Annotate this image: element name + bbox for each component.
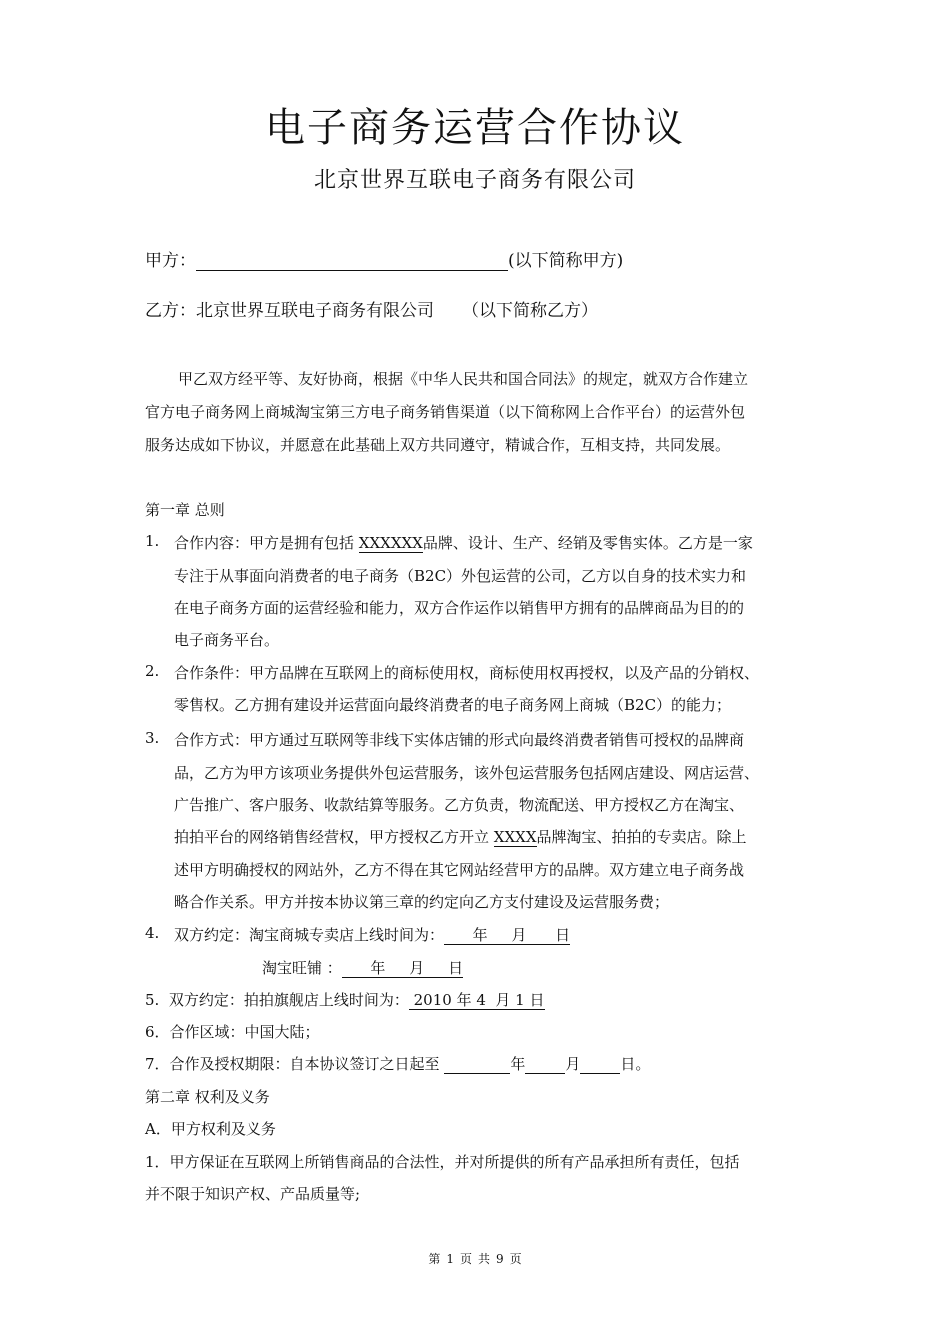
item-3-line-4 bbox=[174, 826, 747, 847]
current-page-number: 1 bbox=[446, 1252, 454, 1266]
brand-placeholder: XXXXXX bbox=[358, 534, 423, 552]
item-3-line-3: 广告推广、客户服务、收款结算等服务。乙方负责，物流配送、甲方授权乙方在淘宝、 bbox=[174, 796, 745, 814]
item-2-line-2: 零售权。乙方拥有建设并运营面向最终消费者的电子商务网上商城（B2C）的能力； bbox=[174, 696, 732, 714]
taobao-shop-label: 淘宝旺铺 ： bbox=[262, 959, 342, 977]
total-page-number: 9 bbox=[496, 1252, 504, 1266]
party-a-suffix: (以下简称甲方) bbox=[508, 251, 624, 271]
item-a1-line-1: 1．甲方保证在互联网上所销售商品的合法性，并对所提供的所有产品承担所有责任，包括 bbox=[145, 1153, 740, 1171]
term-day-blank bbox=[580, 1057, 620, 1074]
section-a-heading: A．甲方权利及义务 bbox=[145, 1120, 276, 1138]
item-1-line-3: 在电子商务方面的运营经验和能力，双方合作运作以销售甲方拥有的品牌商品为目的的 bbox=[174, 599, 745, 617]
party-a-label: 甲方： bbox=[145, 251, 196, 271]
item-2-line-1: 合作条件：甲方品牌在互联网上的商标使用权，商标使用权再授权，以及产品的分销权、 bbox=[174, 664, 760, 682]
tmall-launch-date: 年 月 日 bbox=[444, 926, 571, 944]
footer-total-label: 页 bbox=[509, 1252, 522, 1266]
footer-total-prefix: 共 bbox=[478, 1252, 491, 1266]
item-6-line: 6．合作区域：中国大陆； bbox=[145, 1023, 320, 1041]
term-month-unit: 月 bbox=[565, 1055, 581, 1073]
footer-page-label: 页 bbox=[459, 1252, 472, 1266]
item-a1-line-2: 并不限于知识产权、产品质量等; bbox=[145, 1185, 361, 1203]
item-3-text-post: 品牌淘宝、拍拍的专卖店。除上 bbox=[536, 828, 747, 846]
item-3-text-pre: 拍拍平台的网络销售经营权，甲方授权乙方开立 bbox=[174, 828, 494, 846]
item-1-text-pre: 合作内容：甲方是拥有包括 bbox=[174, 534, 359, 552]
item-1-text-post: 品牌、设计、生产、经销及零售实体。乙方是一家 bbox=[422, 534, 753, 552]
company-subtitle: 北京世界互联电子商务有限公司 bbox=[313, 168, 636, 193]
paipai-launch-label: 5. 双方约定：拍拍旗舰店上线时间为： bbox=[145, 991, 409, 1009]
chapter-1-heading: 第一章 总则 bbox=[145, 501, 225, 519]
tmall-launch-label: 双方约定：淘宝商城专卖店上线时间为： bbox=[174, 926, 445, 944]
item-2-number: 2. bbox=[145, 662, 160, 680]
party-b-label: 乙方：北京世界互联电子商务有限公司 bbox=[145, 301, 434, 321]
party-a-blank bbox=[196, 252, 508, 271]
item-3-line-2: 品，乙方为甲方该项业务提供外包运营服务，该外包运营服务包括网店建设、网店运营、 bbox=[174, 764, 760, 782]
term-year-unit: 年 bbox=[510, 1055, 526, 1073]
preamble-line-1: 甲乙双方经平等、友好协商，根据《中华人民共和国合同法》的规定，就双方合作建立 bbox=[178, 370, 749, 388]
item-3-line-1: 合作方式：甲方通过互联网等非线下实体店铺的形式向最终消费者销售可授权的品牌商 bbox=[174, 731, 745, 749]
page-footer bbox=[0, 1250, 950, 1267]
item-1-line-1 bbox=[174, 532, 753, 553]
item-4-number: 4. bbox=[145, 924, 160, 942]
term-month-blank bbox=[525, 1057, 565, 1074]
term-day-unit: 日。 bbox=[620, 1055, 651, 1073]
preamble-line-2: 官方电子商务网上商城淘宝第三方电子商务销售渠道（以下简称网上合作平台）的运营外包 bbox=[145, 403, 746, 421]
chapter-2-heading: 第二章 权利及义务 bbox=[145, 1088, 270, 1106]
item-3-line-6: 略合作关系。甲方并按本协议第三章的约定向乙方支付建设及运营服务费； bbox=[174, 893, 670, 911]
item-7-line bbox=[145, 1053, 650, 1074]
item-3-line-5: 述甲方明确授权的网站外，乙方不得在其它网站经营甲方的品牌。双方建立电子商务战 bbox=[174, 861, 745, 879]
item-4-line-1 bbox=[174, 924, 570, 945]
taobao-shop-date: 年 月 日 bbox=[341, 959, 464, 977]
preamble-line-3: 服务达成如下协议，并愿意在此基础上双方共同遵守，精诚合作，互相支持，共同发展。 bbox=[145, 436, 731, 454]
item-3-number: 3. bbox=[145, 729, 160, 747]
item-5-line bbox=[145, 989, 545, 1010]
item-4-line-2 bbox=[262, 957, 463, 978]
item-1-line-4: 电子商务平台。 bbox=[174, 631, 280, 649]
item-1-line-2: 专注于从事面向消费者的电子商务（B2C）外包运营的公司，乙方以自身的技术实力和 bbox=[174, 567, 747, 585]
paipai-launch-date: 2010 年 4 月 1 日 bbox=[408, 991, 545, 1009]
item-1-number: 1. bbox=[145, 532, 160, 550]
store-brand-placeholder: XXXX bbox=[493, 828, 537, 846]
term-label: 7．合作及授权期限：自本协议签订之日起至 bbox=[145, 1055, 445, 1073]
document-title: 电子商务运营合作协议 bbox=[265, 105, 685, 151]
footer-prefix: 第 bbox=[428, 1252, 441, 1266]
party-a-line bbox=[145, 246, 623, 271]
party-b-line bbox=[145, 296, 598, 321]
term-year-blank bbox=[444, 1057, 510, 1074]
party-b-suffix: （以下简称乙方） bbox=[462, 301, 598, 321]
